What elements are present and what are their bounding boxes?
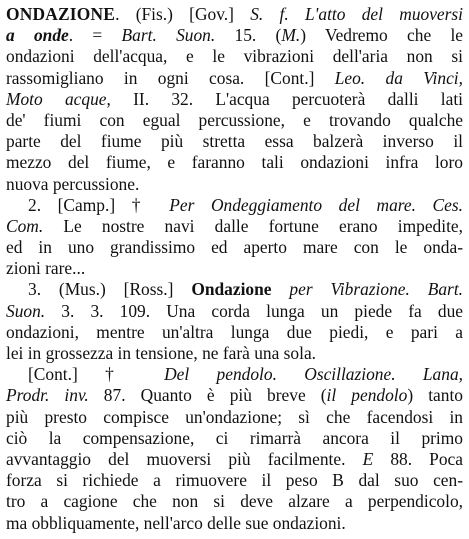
entry-line: lei in grossezza in tensione, ne farà una sola. [6, 343, 317, 363]
entry-text: avvantaggio del muoversi più facilmente. [6, 448, 363, 469]
citation-source: Suon. [6, 300, 46, 321]
entry-text: . (Fis.) [Gov.] [115, 4, 251, 24]
entry-line: ondazioni, mentre un'altra lunga due piedi, e pari a [6, 321, 463, 342]
headword: ONDAZIONE [6, 4, 116, 24]
entry-text: 15. ( [215, 25, 282, 46]
entry-text: ) Vedremo che le [300, 25, 464, 46]
citation-source: M. [281, 25, 301, 46]
dictionary-entry [6, 4, 463, 534]
entry-line [6, 449, 463, 470]
entry-line: tro a cagione che non si deve alzare a perpendicolo, [6, 491, 463, 512]
definition: per Vibrazione. Bart. [271, 279, 463, 300]
citation-source: Bart. Suon. [121, 25, 216, 46]
entry-line [6, 25, 463, 46]
entry-line: nuova percussione. [6, 173, 140, 194]
citation-source: Prodr. inv. [6, 385, 89, 406]
entry-line: ciò la compensazione, ci rimarrà ancora il primo [6, 427, 463, 448]
emphasis: il pendolo [326, 385, 408, 406]
entry-line [6, 385, 463, 406]
inflected-form: a onde [6, 25, 69, 46]
entry-line [6, 301, 463, 322]
definition: S. f. L'atto del muoversi [250, 4, 464, 24]
entry-text: rassomigliano in ogni cosa. [Cont.] [6, 67, 335, 88]
entry-line [6, 216, 463, 237]
entry-line [6, 279, 463, 300]
citation-source: E [362, 448, 374, 469]
entry-line: forza si richiede a rimuovere il peso B dal suo cen- [6, 470, 463, 491]
entry-line [6, 68, 463, 89]
entry-line: più presto compisce un'ondazione; sì che facendosi in [6, 406, 463, 427]
entry-line [6, 89, 463, 110]
entry-line: ed in uno grandissimo ed aperto mare con le onda- [6, 237, 463, 258]
entry-line: zioni rare... [6, 258, 86, 279]
headword-repeat: Ondazione [191, 279, 272, 300]
entry-text: , II. 32. L'acqua percuoterà dalli lati [106, 88, 463, 109]
entry-line: de' fiumi con egual percussione, e trovando qualche [6, 109, 463, 130]
entry-line: parte del fiume più stretta essa balzerà inverso il [6, 131, 463, 152]
sense-number: 3. (Mus.) [Ross.] [28, 279, 192, 300]
entry-line [6, 195, 463, 216]
sense-number: [Cont.] † [28, 364, 165, 385]
entry-text: 3. 3. 109. Una corda lunga un piede fa due [45, 300, 463, 321]
definition: Del pendolo. Oscillazione. Lana, [164, 364, 463, 385]
sense-number: 2. [Camp.] † [28, 194, 170, 215]
citation-source: Moto acque [6, 88, 107, 109]
entry-text: ) tanto [407, 385, 463, 406]
entry-line: ma obbliquamente, nell'arco delle sue ondazioni. [6, 512, 346, 533]
entry-line [6, 364, 463, 385]
entry-text: . = [68, 25, 122, 46]
entry-line [6, 4, 463, 25]
entry-text: Le nostre navi dalle fortune erano impedite, [43, 215, 463, 236]
definition: Per Ondeggiamento del mare. Ces. [169, 194, 463, 215]
citation-source: Com. [6, 215, 44, 236]
entry-line: ondazioni dell'acqua, e le vibrazioni dell'aria non si [6, 46, 463, 67]
entry-line: mezzo del fiume, e faranno tali ondazioni infra loro [6, 152, 463, 173]
entry-text: 88. Poca [373, 448, 463, 469]
entry-text: 87. Quanto è più breve ( [88, 385, 327, 406]
citation-source: Leo. da Vinci, [334, 67, 463, 88]
